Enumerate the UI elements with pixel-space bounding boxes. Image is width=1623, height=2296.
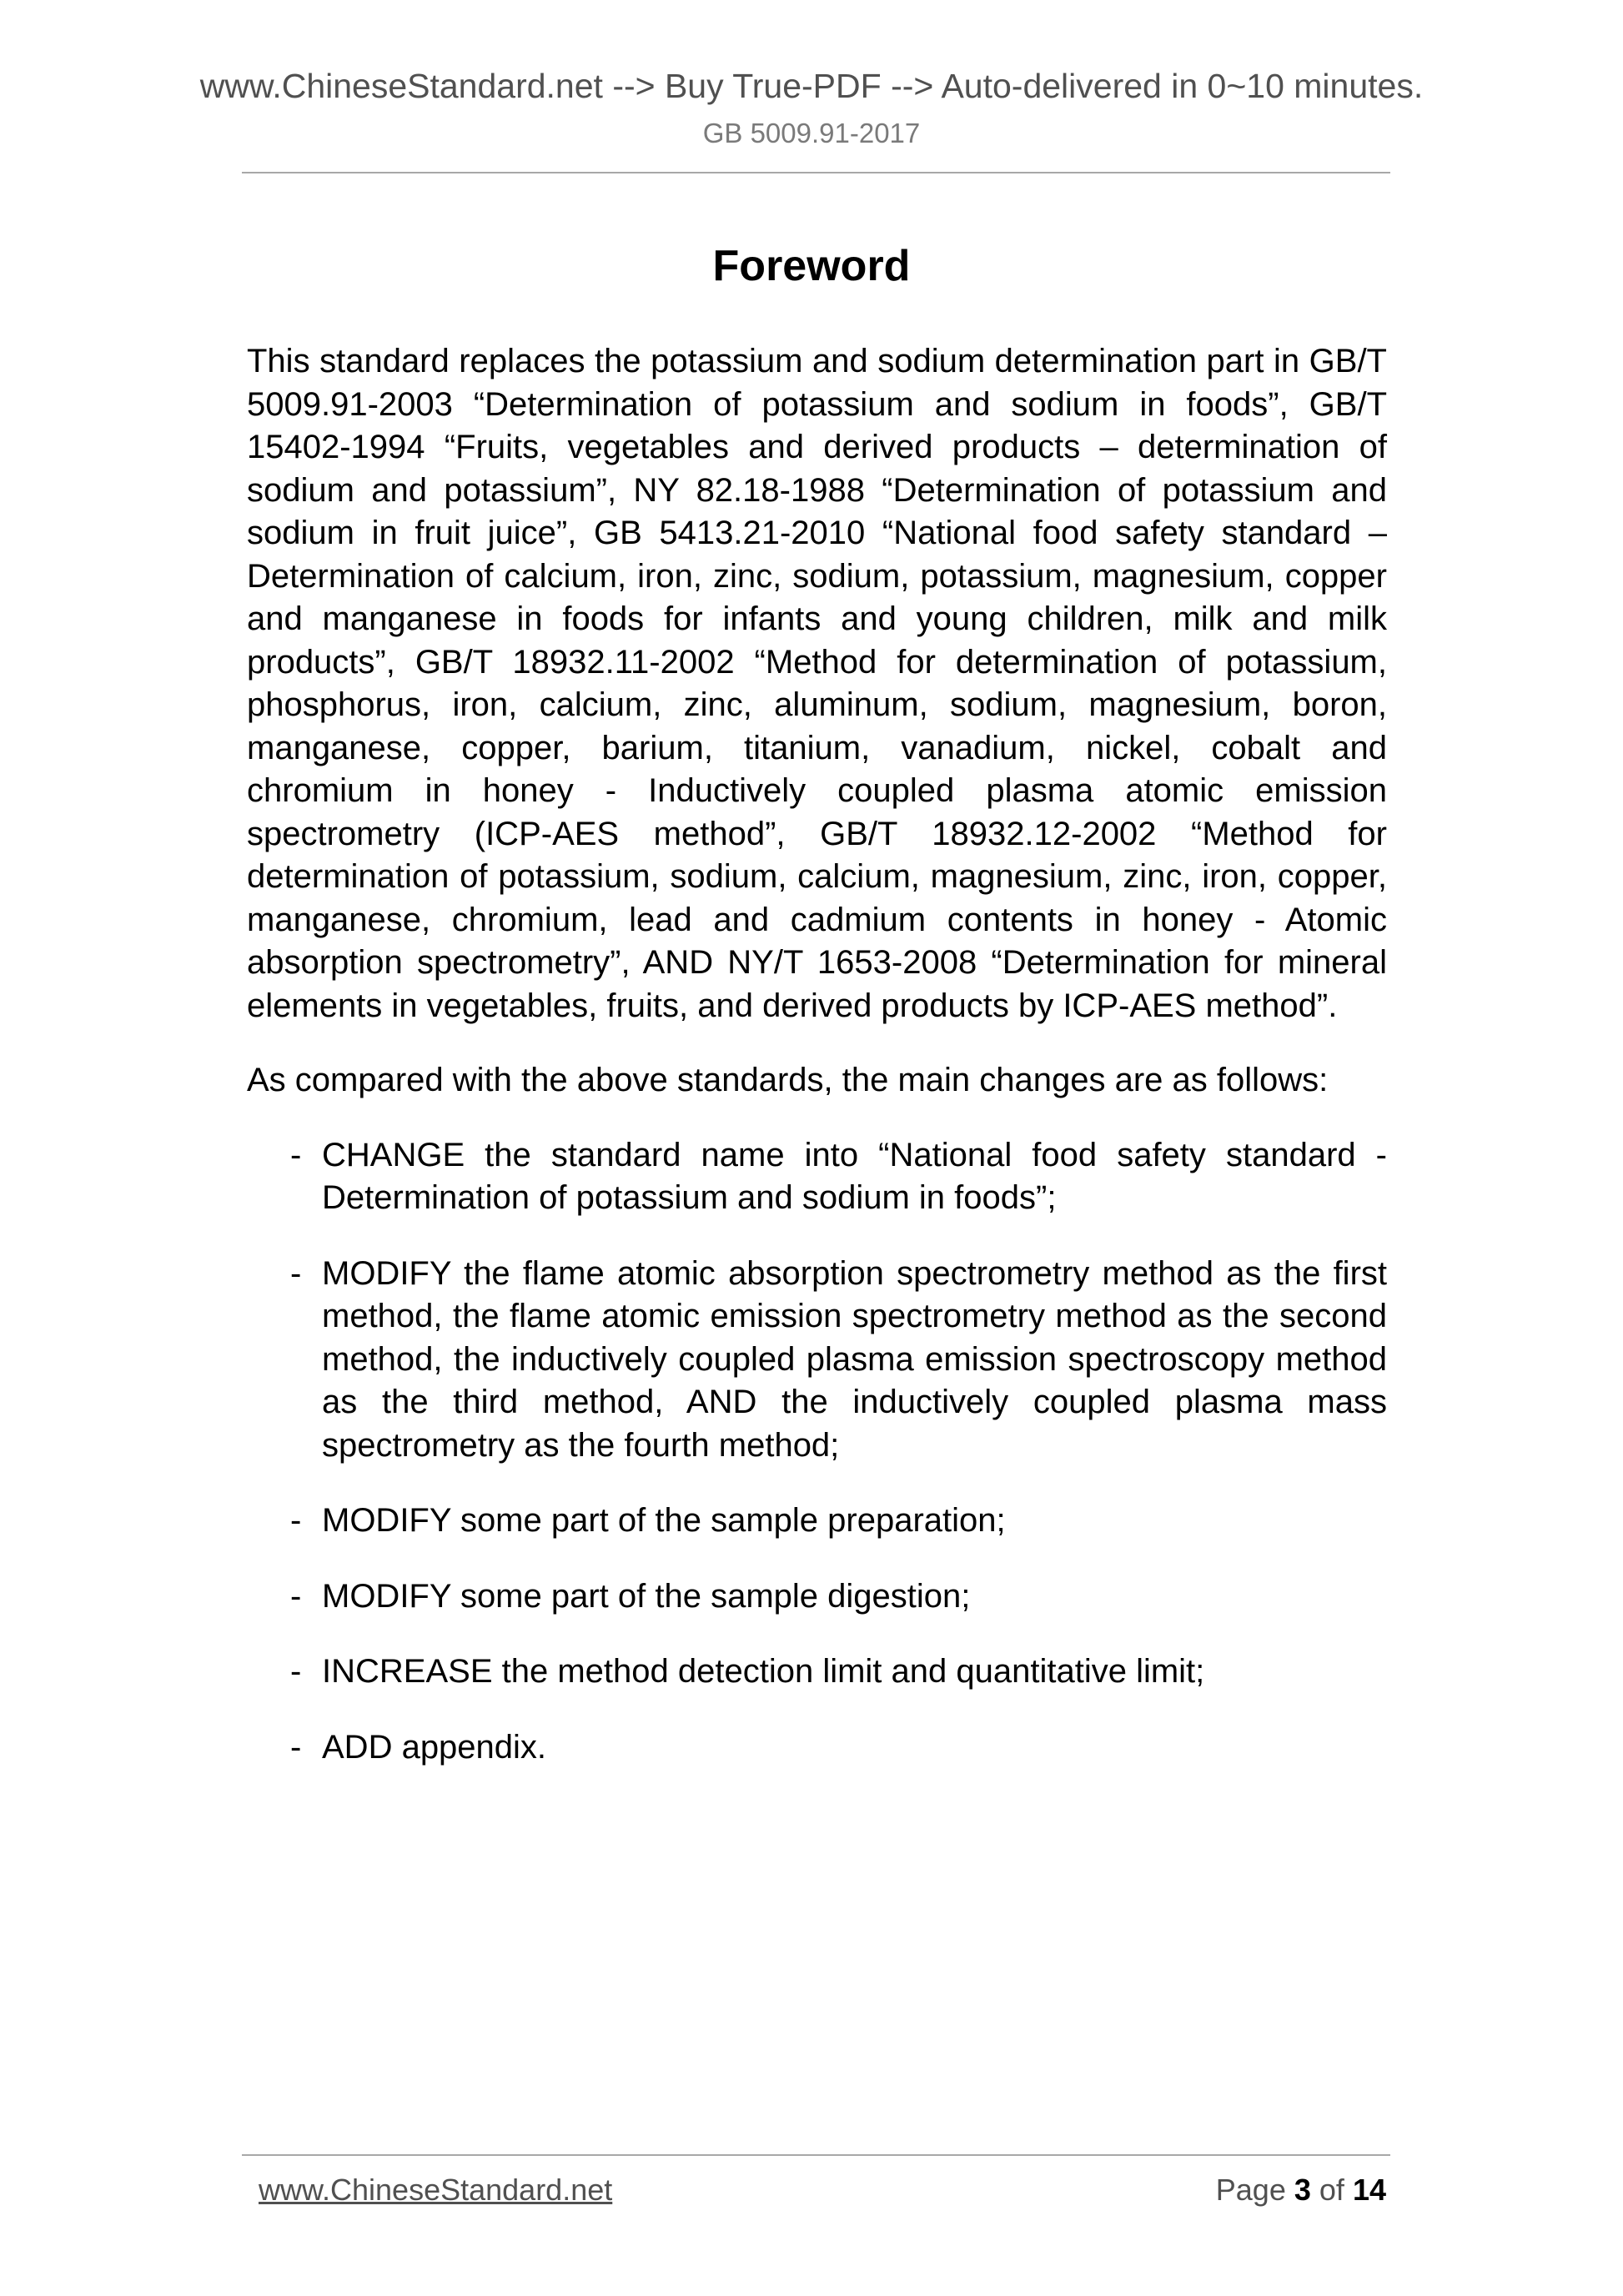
intro-paragraph: This standard replaces the potassium and sodium determination part in GB/T 5009.91-2003 “Determination of potassium and sodium in foods”, GB/T 15402-1994 “Fruits, vegetables and derived products – determination of sodium and potassium”, NY 82.18-1988 “Determination of potassium and sodium in fruit juice”, GB 5413.21-2010 “National food safety standard – Determination of calcium, iron, zinc, sodium, potassium, magnesium, copper and manganese in foods for infants and young children, milk and milk products”, GB/T 18932.11-2002 “Method for determination of potassium, phosphorus, iron, calcium, zinc, aluminum, sodium, magnesium, boron, manganese, copper, barium, titanium, vanadium, nickel, cobalt and chromium in honey - Inductively coupled plasma atomic emission spectrometry (ICP-AES method”, GB/T 18932.12-2002 “Method for determination of potassium, sodium, calcium, magnesium, zinc, iron, copper, manganese, chromium, lead and cadmium contents in honey - Atomic absorption spectrometry”, AND NY/T 1653-2008 “Determination for mineral elements in vegetables, fruits, and derived products by ICP-AES method”. [247, 343, 1387, 1024]
document-body [247, 340, 1387, 1801]
changes-list [247, 1134, 1387, 1770]
document-code: GB 5009.91-2017 [702, 118, 921, 148]
bullet-dash: - [290, 1254, 302, 1292]
change-item-text: MODIFY some part of the sample preparation; [322, 1502, 1006, 1539]
change-item [247, 1253, 1387, 1468]
page-word: Page [1215, 2173, 1286, 2207]
change-item [247, 1726, 1387, 1770]
header-banner: www.ChineseStandard.net --> Buy True-PDF --> Auto-delivered in 0~10 minutes. [199, 67, 1424, 105]
bullet-dash: - [290, 1728, 302, 1766]
page-indicator [1216, 2172, 1386, 2208]
change-item-text: CHANGE the standard name into “National food safety standard - Determination of potassium and sodium in foods”; [322, 1136, 1387, 1216]
change-item [247, 1575, 1387, 1619]
header-divider [242, 172, 1390, 173]
change-item-text: MODIFY the flame atomic absorption spectrometry method as the first method, the flame atomic emission spectrometry method as the second method, the inductively coupled plasma emission spectroscopy method as the third method, AND the inductively coupled plasma mass spectrometry as the fourth method; [322, 1254, 1387, 1464]
footer-divider [242, 2154, 1390, 2156]
change-item [247, 1134, 1387, 1220]
page-of-word: of [1319, 2173, 1344, 2207]
change-item [247, 1500, 1387, 1543]
bullet-dash: - [290, 1136, 302, 1173]
change-item-text: ADD appendix. [322, 1728, 547, 1766]
change-item-text: MODIFY some part of the sample digestion; [322, 1577, 971, 1615]
change-item-text: INCREASE the method detection limit and quantitative limit; [322, 1653, 1205, 1690]
page-current: 3 [1294, 2173, 1311, 2207]
changes-lead-paragraph: As compared with the above standards, the main changes are as follows: [247, 1062, 1329, 1098]
bullet-dash: - [290, 1653, 302, 1690]
change-item [247, 1650, 1387, 1694]
page-title: Foreword [712, 242, 911, 290]
page-total: 14 [1352, 2173, 1386, 2207]
bullet-dash: - [290, 1577, 302, 1615]
bullet-dash: - [290, 1502, 302, 1539]
footer-site-link[interactable]: www.ChineseStandard.net [259, 2173, 613, 2207]
